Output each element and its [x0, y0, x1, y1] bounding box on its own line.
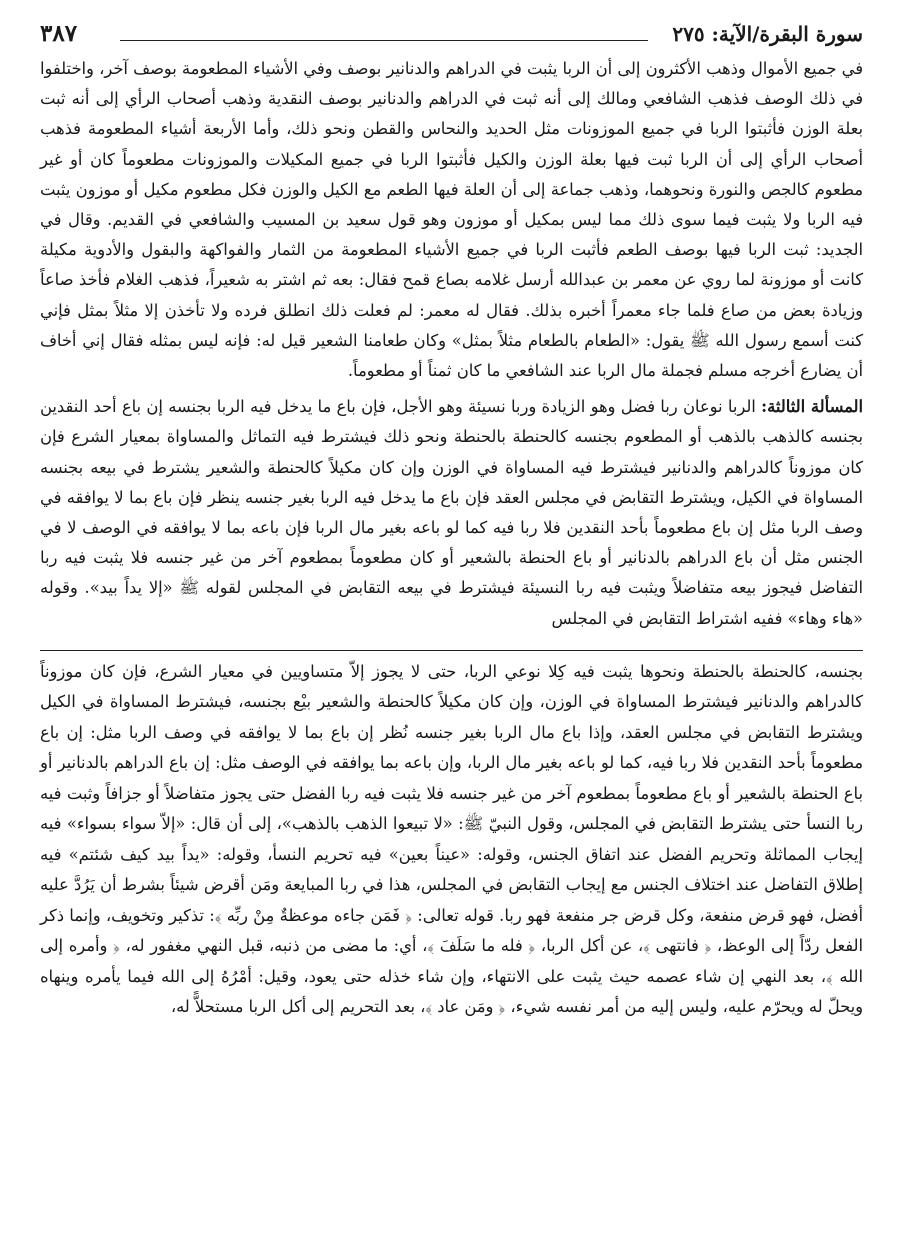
paragraph-2-body: الربا نوعان ربا فضل وهو الزيادة وربا نسيئة وهو الأجل، فإن باع ما يدخل فيه الربا بجنسه إن باع أحد النقدين بجنسه كالذهب بالذهب أو المطعوم بجنسه كالحنطة بالحنطة ونحو ذلك فيشترط فيه التماثل والمساواة بمعيار الشرع فإن كان موزوناً كالدراهم والدنانير فيشترط فيه المساواة في الوزن وإن كان مكيلاً كالحنطة والشعير يشترط في بيعه بجنسه المساواة في الكيل، ويشترط التقابض في مجلس العقد فإن باع ما يدخل فيه الربا بغير جنسه ينظر فإن باع بما لا يوافقه في وصف الربا مثل إن باع مطعوماً بأحد النقدين فلا ربا فيه كما لو باعه بغير مال الربا فإن باعه بما لا يوافقه في الوصف لا في الجنس مثل أن باع الدراهم بالدنانير أو باع الحنطة بالشعير أو كان مطعوماً بمطعوم آخر من غير جنسه فلا يثبت فيه ربا التفاضل فيجوز بيعه متفاضلاً ويثبت فيه ربا النسيئة فيشترط في بيعه التقابض في المجلس لقوله ﷺ «إلا يداً بيد». وقوله «هاء وهاء» ففيه اشتراط التقابض في المجلس [40, 397, 863, 628]
page-header [40, 14, 863, 54]
footnote-paragraph: بجنسه، كالحنطة بالحنطة ونحوها يثبت فيه كِلا نوعي الربا، حتى لا يجوز إلاّ متساويين في معيار الشرع، فإن كان موزوناً كالدراهم والدنانير فيشترط المساواة في الوزن، وإن كان مكيلاً كالحنطة والشعير بيْع بجنسه، فيشترط المساواة في الكيل ويشترط التقابض في مجلس العقد، وإذا باع مال الربا بغير جنسه نُظر إن باع بما لا يوافقه في وصف الربا مثل: إن باع مطعوماً بأحد النقدين فلا ربا فيه، كما لو باعه بغير مال الربا، وإن باعه بما يوافقه في الوصف مثل: إن باع الدراهم بالدنانير أو باع الحنطة بالشعير أو باع مطعوماً بمطعوم آخر من غير جنسه فلا يثبت فيه ربا الفضل حتى يجوز متفاضلاً أو جزافاً وثبت فيه ربا النسأ حتى يشترط التقابض في المجلس، وقول النبيّ ﷺ: «لا تبيعوا الذهب بالذهب»، إلى أن قال: «إلاّ سواء بسواء» فيه إيجاب المماثلة وتحريم الفضل عند اتفاق الجنس، وقوله: «عيناً بعين» فيه تحريم النسأ، وقوله: «يداً بيد كيف شئتم» فيه إطلاق التفاضل عند اختلاف الجنس مع إيجاب التقابض في المجلس، هذا في ربا المبايعة ومَن أقرض شيئاً بشرط أن يَرُدَّ عليه أفضل، فهو قرض منفعة، وكل قرض جر منفعة فهو ربا. قوله تعالى: ﴿ فَمَن جاءه موعظةٌ مِنْ ربِّه ﴾: تذكير وتخويف، وإنما ذكر الفعل ردّاً إلى الوعظ، ﴿ فانتهى ﴾، عن أكل الربا، ﴿ فله ما سَلَفَ ﴾، أي: ما مضى من ذنبه، قبل النهي مغفور له، ﴿ وأمره إلى الله ﴾، بعد النهي إن شاء عصمه حيث يثبت على الانتهاء، وإن شاء خذله حتى يعود، وقيل: أمْرُهُ إلى الله فيما يأمره وينهاه ويحلّ له ويحرّم عليه، وليس إليه من أمر نفسه شيء، ﴿ ومَن عاد ﴾، بعد التحريم إلى أكل الربا مستحلاًّ له، [40, 661, 863, 1017]
header-rule [120, 40, 648, 41]
footnote-text [40, 657, 863, 1023]
page-number: ٣٨٧ [40, 20, 78, 47]
surah-ayah-heading: سورة البقرة/الآية: ٢٧٥ [672, 22, 863, 46]
paragraph-1: في جميع الأموال وذهب الأكثرون إلى أن الربا يثبت في الدراهم والدنانير بوصف وفي الأشياء المطعومة بوصف آخر، واختلفوا في ذلك الوصف فذهب الشافعي ومالك إلى أنه ثبت في الدراهم والدنانير بوصف النقدية وذهب أصحاب الرأي إلى أنه ثبت بعلة الوزن فأثبتوا الربا في جميع الموزونات مثل الحديد والنحاس والقطن ونحو ذلك، وأما الأربعة أشياء المطعومة فذهب أصحاب الرأي إلى أن الربا ثبت فيها بعلة الوزن والكيل فأثبتوا الربا في جميع المكيلات والموزونات مطعوماً كان أو غير مطعوم كالجص والنورة ونحوهما، وذهب جماعة إلى أن العلة فيها الطعم مع الكيل والوزن فكل مطعوم مكيل أو موزون يثبت فيه الربا ولا يثبت فيما سوى ذلك مما ليس بمكيل أو موزون وهو قول سعيد بن المسيب والشافعي في القديم. وقال في الجديد: ثبت الربا فيها بوصف الطعم فأثبت الربا في جميع الأشياء المطعومة من الثمار والفواكهة والبقول والأدوية مكيلة كانت أو موزونة لما روي عن معمر بن عبدالله أرسل غلامه بصاع قمح فقال: بعه ثم اشتر به شعيراً، فذهب الغلام فأخذ صاعاً وزيادة بعض من صاع فلما جاء معمراً أخبره بذلك. فقال له معمر: لم فعلت ذلك انطلق فرده ولا تأخذن إلا مثلاً بمثل فإني كنت أسمع رسول الله ﷺ يقول: «الطعام بالطعام مثلاً بمثل» وكان طعامنا الشعير قيل له: فإنه ليس بمثله فقال إني أخاف أن يضارع أخرجه مسلم فجملة مال الربا عند الشافعي ما كان ثمناً أو مطعوماً. [40, 59, 863, 381]
main-text [40, 54, 863, 634]
paragraph-2 [40, 392, 863, 634]
footnote-divider [40, 650, 863, 651]
issue-heading: المسألة الثالثة: [761, 397, 863, 417]
